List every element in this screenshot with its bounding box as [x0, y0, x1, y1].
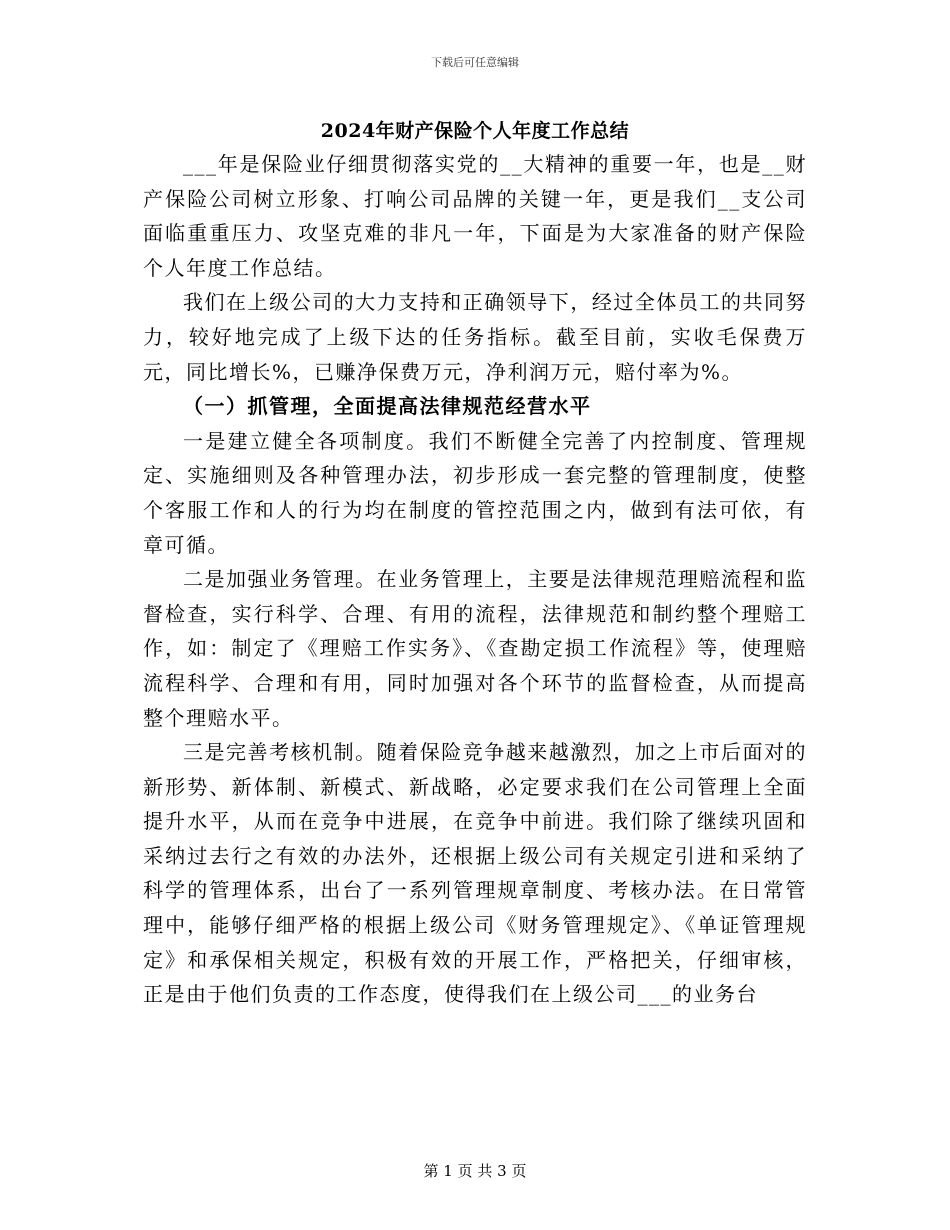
document-body	[143, 147, 807, 1012]
section-paragraph-1: 一是建立健全各项制度。我们不断健全完善了内控制度、管理规定、实施细则及各种管理办法，初步形成一套完整的管理制度，使整个客服工作和人的行为均在制度的管控范围之内，做到有法可依，有章可循。	[143, 428, 807, 557]
section-heading: （一）抓管理，全面提高法律规范经营水平	[183, 394, 592, 419]
section-paragraph-2: 二是加强业务管理。在业务管理上，主要是法律规范理赔流程和监督检查，实行科学、合理、有用的流程，法律规范和制约整个理赔工作，如：制定了《理赔工作实务》、《查勘定损工作流程》等，使理赔流程科学、合理和有用，同时加强对各个环节的监督检查，从而提高整个理赔水平。	[143, 567, 807, 730]
section-paragraph-3: 三是完善考核机制。随着保险竞争越来越激烈，加之上市后面对的新形势、新体制、新模式、新战略，必定要求我们在公司管理上全面提升水平，从而在竞争中进展，在竞争中前进。我们除了继续巩固和采纳过去行之有效的办法外，还根据上级公司有关规定引进和采纳了科学的管理体系，出台了一系列管理规章制度、考核办法。在日常管理中，能够仔细严格的根据上级公司《财务管理规定》、《单证管理规定》和承保相关规定，积极有效的开展工作，严格把关，仔细审核，正是由于他们负责的工作态度，使得我们在上级公司___的业务台	[143, 740, 807, 1007]
header-note: 下载后可任意编辑	[431, 56, 519, 69]
summary-paragraph: 我们在上级公司的大力支持和正确领导下，经过全体员工的共同努力，较好地完成了上级下达的任务指标。截至目前，实收毛保费万元，同比增长%，已赚净保费万元，净利润万元，赔付率为%。	[143, 290, 807, 384]
document-title: 2024年财产保险个人年度工作总结	[320, 120, 630, 142]
intro-paragraph: ___年是保险业仔细贯彻落实党的__大精神的重要一年，也是__财产保险公司树立形象、打响公司品牌的关键一年，更是我们__支公司面临重重压力、攻坚克难的非凡一年，下面是为大家准备的财产保险个人年度工作总结。	[143, 152, 807, 280]
page-footer: 第 1 页 共 3 页	[423, 1162, 527, 1180]
